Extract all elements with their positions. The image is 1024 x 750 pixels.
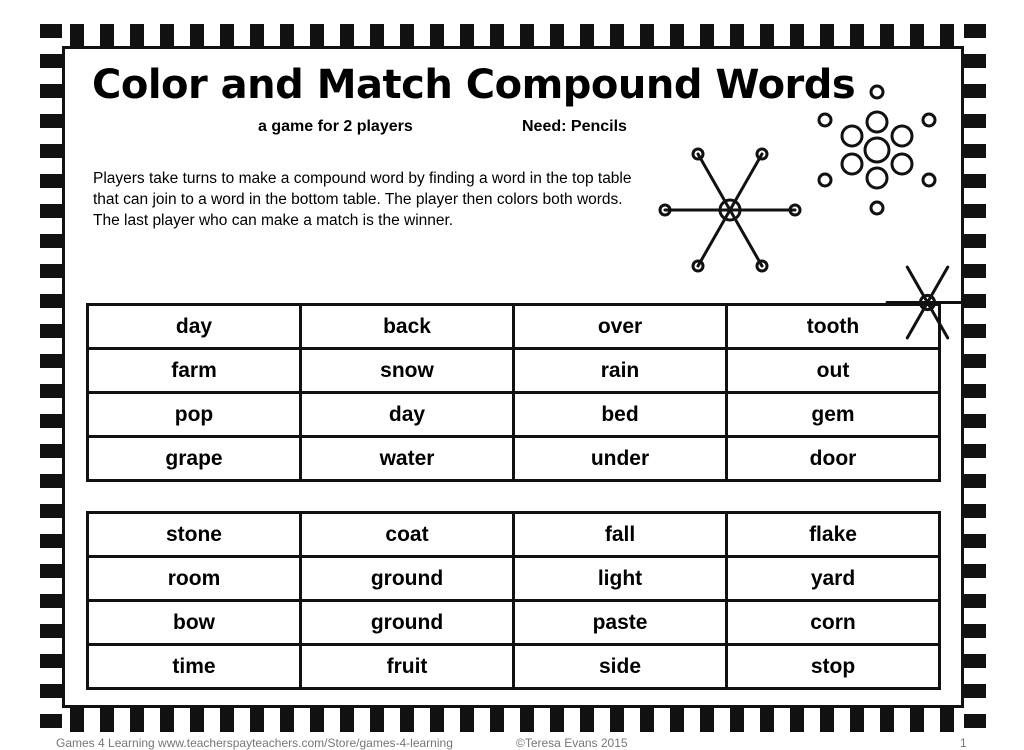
word-cell[interactable]: ground [301,557,514,601]
word-cell[interactable]: back [301,305,514,349]
table-row [88,305,940,349]
table-row [88,645,940,689]
word-cell[interactable]: fall [514,513,727,557]
table-row [88,437,940,481]
table-row [88,349,940,393]
word-cell[interactable]: farm [88,349,301,393]
bottom-word-table [86,511,941,690]
word-cell[interactable]: gem [727,393,940,437]
players-note: a game for 2 players [258,118,413,135]
word-cell[interactable]: pop [88,393,301,437]
word-cell[interactable]: tooth [727,305,940,349]
word-cell[interactable]: room [88,557,301,601]
word-cell[interactable]: flake [727,513,940,557]
word-cell[interactable]: bed [514,393,727,437]
word-cell[interactable]: under [514,437,727,481]
word-cell[interactable]: time [88,645,301,689]
word-cell[interactable]: day [301,393,514,437]
footer-copyright: ©Teresa Evans 2015 [516,736,628,750]
word-cell[interactable]: water [301,437,514,481]
instructions: Players take turns to make a compound word by finding a word in the top table that can join to a word in the bottom table. The player then colors both words. The last player who can make a match is the winner. [93,170,632,229]
word-cell[interactable]: door [727,437,940,481]
word-cell[interactable]: ground [301,601,514,645]
page-number: 1 [960,736,967,750]
word-cell[interactable]: bow [88,601,301,645]
table-row [88,393,940,437]
word-cell[interactable]: grape [88,437,301,481]
snowflake-icon [655,140,805,280]
word-cell[interactable]: out [727,349,940,393]
word-cell[interactable]: corn [727,601,940,645]
materials-note: Need: Pencils [522,118,627,135]
worksheet-title: Color and Match Compound Words [92,62,856,108]
word-cell[interactable]: day [88,305,301,349]
snowflake-icon [805,80,950,220]
table-row [88,513,940,557]
word-cell[interactable]: light [514,557,727,601]
word-cell[interactable]: over [514,305,727,349]
footer-source: Games 4 Learning www.teacherspayteachers.com/Store/games-4-learning [56,736,453,750]
table-row [88,557,940,601]
word-cell[interactable]: yard [727,557,940,601]
word-cell[interactable]: fruit [301,645,514,689]
word-cell[interactable]: paste [514,601,727,645]
word-cell[interactable]: stop [727,645,940,689]
table-row [88,601,940,645]
word-cell[interactable]: snow [301,349,514,393]
word-cell[interactable]: side [514,645,727,689]
top-word-table [86,303,941,482]
word-cell[interactable]: rain [514,349,727,393]
word-cell[interactable]: stone [88,513,301,557]
word-cell[interactable]: coat [301,513,514,557]
